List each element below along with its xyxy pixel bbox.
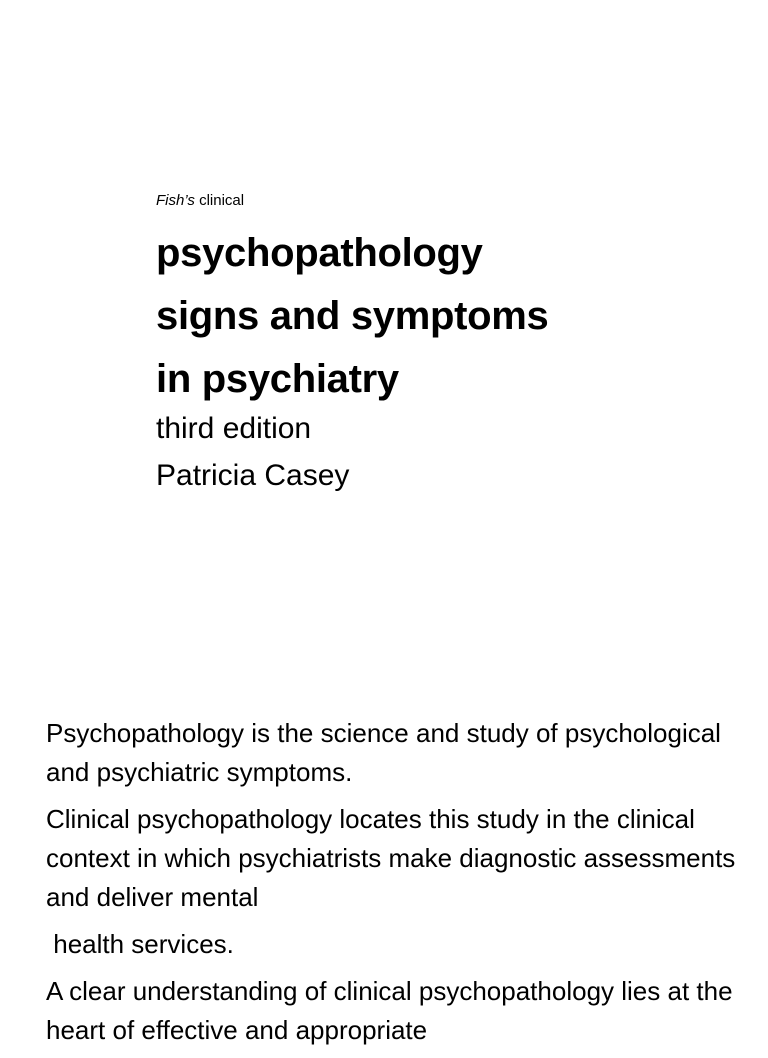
edition-label: third edition <box>156 412 312 445</box>
paragraph: Psychopathology is the science and study of psychological and psychiatric symptoms. <box>46 718 729 787</box>
body-text <box>46 714 746 1058</box>
paragraph: health services. <box>46 929 234 959</box>
subtitle-italic: Fish’s <box>156 192 195 209</box>
author-name: Patricia Casey <box>156 459 350 492</box>
subtitle-rest: clinical <box>194 192 245 209</box>
book-meta <box>156 405 736 499</box>
paragraph: Clinical psychopathology locates this study in the clinical context in which psychiatrists make diagnostic assessments and deliver mental <box>46 804 743 912</box>
title-block <box>156 190 736 499</box>
book-subtitle <box>156 190 736 212</box>
book-title <box>156 222 736 411</box>
title-line: in psychiatry <box>156 357 399 401</box>
paragraph: A clear understanding of clinical psychopathology lies at the heart of effective and appropriate <box>46 976 747 1045</box>
title-line: signs and symptoms <box>156 294 549 338</box>
title-line: psychopathology <box>156 231 483 275</box>
